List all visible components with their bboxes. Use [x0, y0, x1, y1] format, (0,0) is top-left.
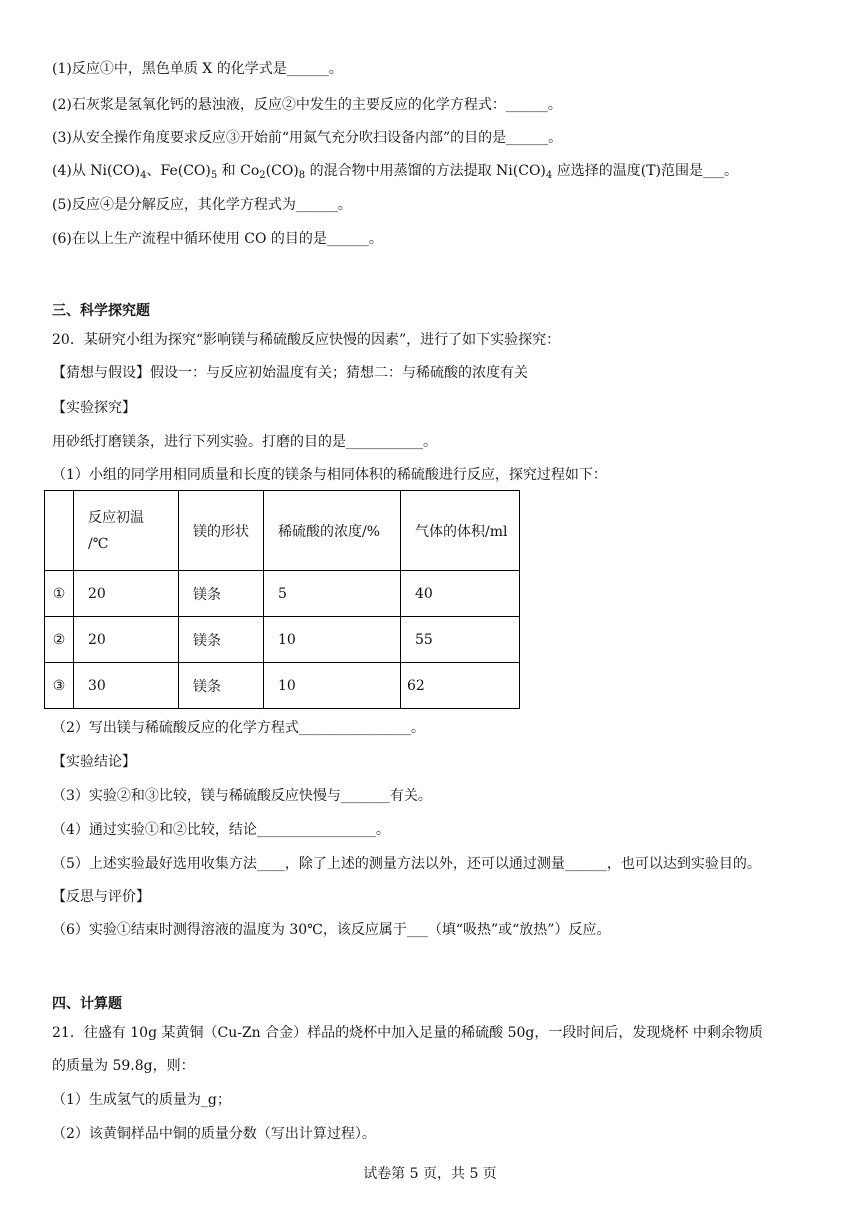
cell-concentration: 10: [264, 663, 401, 709]
table-corner-cell: [45, 491, 74, 571]
header-initial-temp: [74, 491, 179, 571]
header-initial-temp-line2: /℃: [88, 535, 109, 552]
section4-title: 四、计算题: [52, 996, 122, 1012]
question-21-stem-line2: 的质量为 59.8g，则：: [52, 1058, 195, 1074]
header-initial-temp-line1: 反应初温: [88, 509, 144, 526]
header-mg-shape: 镁的形状: [179, 491, 264, 571]
header-acid-concentration: 稀硫酸的浓度/%: [264, 491, 401, 571]
table-header-row: [45, 491, 520, 571]
cell-concentration: 5: [264, 571, 401, 617]
subscript: 4: [140, 170, 147, 181]
conclusion-title: 【实验结论】: [52, 754, 136, 770]
question-21-part2: （2）该黄铜样品中铜的质量分数（写出计算过程）。: [52, 1126, 376, 1142]
page-footer: 试卷第 5 页，共 5 页: [363, 1166, 497, 1182]
cell-temp: 20: [74, 617, 179, 663]
cell-shape: 镁条: [179, 617, 264, 663]
experiment-table: [44, 490, 520, 709]
q19-part1: (1)反应①中，黑色单质 X 的化学式是______。: [52, 61, 343, 77]
cell-shape: 镁条: [179, 663, 264, 709]
subscript: 2: [259, 170, 266, 181]
question-20-part1: （1）小组的同学用相同质量和长度的镁条与相同体积的稀硫酸进行反应，探究过程如下：: [52, 467, 607, 483]
cell-volume: 40: [401, 571, 520, 617]
question-21-part1: （1）生成氢气的质量为_g；: [52, 1092, 231, 1108]
subscript: 4: [545, 170, 553, 181]
section3-title: 三、科学探究题: [52, 303, 150, 319]
question-20-part3: （3）实验②和③比较，镁与稀硫酸反应快慢与_______有关。: [52, 788, 432, 804]
question-21-stem-line1: 21．往盛有 10g 某黄铜（Cu-Zn 合金）样品的烧杯中加入足量的稀硫酸 50g，一段时间后，发现烧杯 中剩余物质: [52, 1025, 763, 1041]
cell-concentration: 10: [264, 617, 401, 663]
cell-temp: 20: [74, 571, 179, 617]
row-index: ③: [45, 663, 74, 709]
q19-part3: (3)从安全操作角度要求反应③开始前“用氮气充分吹扫设备内部”的目的是______。: [52, 130, 563, 146]
cell-volume: 62: [401, 663, 520, 709]
explore-title: 【实验探究】: [52, 400, 136, 416]
row-index: ①: [45, 571, 74, 617]
row-index: ②: [45, 617, 74, 663]
table-row: [45, 663, 520, 709]
header-gas-volume: 气体的体积/ml: [401, 491, 520, 571]
subscript: 8: [298, 170, 306, 181]
subscript: 5: [210, 170, 218, 181]
q19-part6: (6)在以上生产流程中循环使用 CO 的目的是______。: [52, 231, 383, 247]
q19-part4: [52, 161, 738, 181]
q19-part4-text-c: 和 Co: [217, 163, 260, 179]
q19-part4-text-d: (CO): [265, 163, 299, 179]
question-20-part6: （6）实验①结束时测得溶液的温度为 30℃，该反应属于___（填“吸热”或“放热”）反应。: [52, 922, 611, 938]
q19-part4-text-b: 、Fe(CO): [146, 163, 211, 179]
q19-part4-text-f: 应选择的温度(T)范围是___。: [552, 163, 738, 179]
q19-part2: (2)石灰浆是氢氧化钙的悬浊液，反应②中发生的主要反应的化学方程式：______。: [52, 97, 562, 113]
q19-part4-text-e: 的混合物中用蒸馏的方法提取 Ni(CO): [305, 163, 546, 179]
cell-shape: 镁条: [179, 571, 264, 617]
question-20-part2: （2）写出镁与稀硫酸反应的化学方程式________________。: [52, 720, 425, 736]
q19-part4-text-a: (4)从 Ni(CO): [52, 163, 141, 179]
question-20-stem: 20．某研究小组为探究“影响镁与稀硫酸反应快慢的因素”，进行了如下实验探究：: [52, 332, 561, 348]
question-20-part4: （4）通过实验①和②比较，结论_________________。: [52, 822, 390, 838]
cell-temp: 30: [74, 663, 179, 709]
reflection-title: 【反思与评价】: [52, 889, 150, 905]
question-20-part5: （5）上述实验最好选用收集方法____，除了上述的测量方法以外，还可以通过测量______，也可以达到实验目的。: [52, 856, 761, 872]
q19-part5: (5)反应④是分解反应，其化学方程式为______。: [52, 197, 352, 213]
table-row: [45, 617, 520, 663]
hypothesis-text: 【猜想与假设】假设一：与反应初始温度有关；猜想二：与稀硫酸的浓度有关: [52, 365, 528, 381]
table-row: [45, 571, 520, 617]
sanding-purpose-text: 用砂纸打磨镁条，进行下列实验。打磨的目的是___________。: [52, 434, 437, 450]
cell-volume: 55: [401, 617, 520, 663]
